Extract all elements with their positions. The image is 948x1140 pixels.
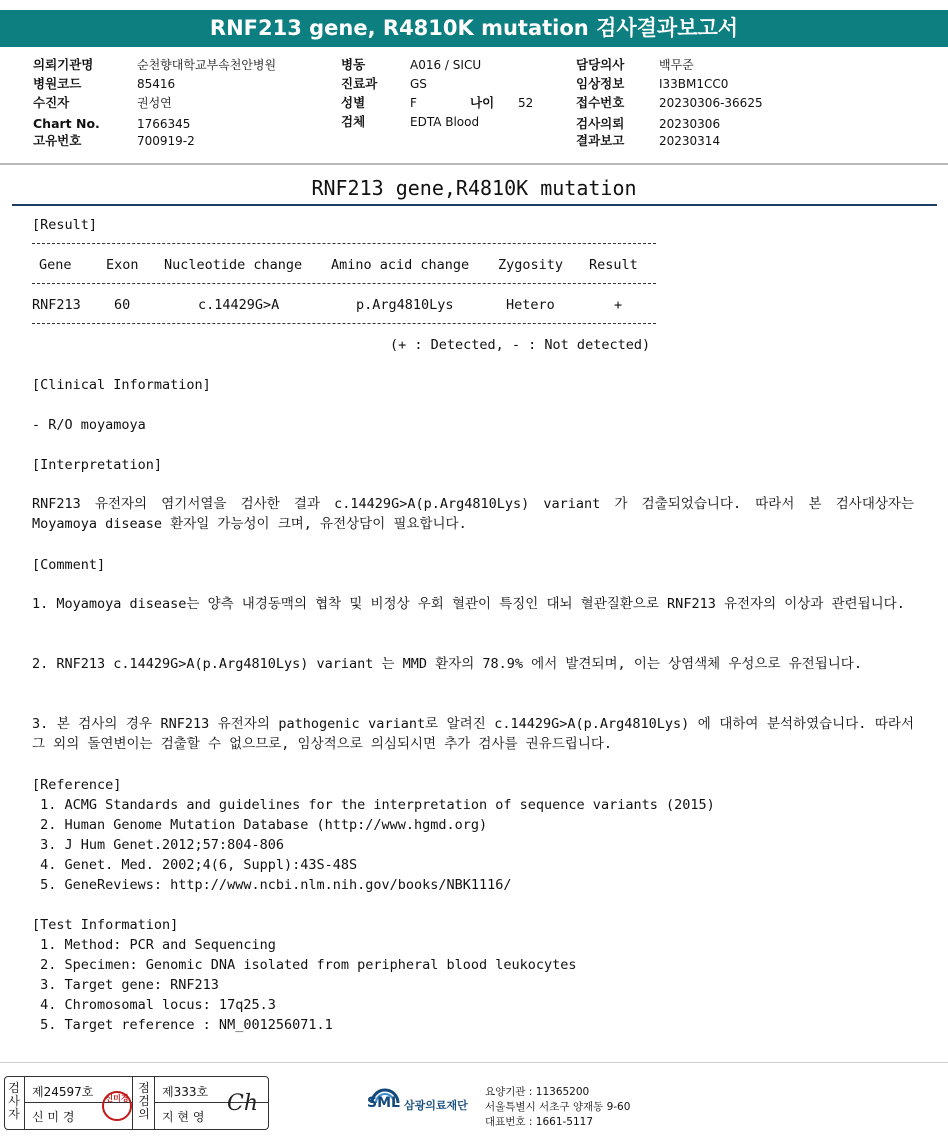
reviewer-signature: Ch: [227, 1091, 259, 1116]
value-chart-no: 1766345: [137, 117, 191, 131]
reviewer-license-no: 제333호: [162, 1085, 209, 1099]
comment-heading: [Comment]: [32, 557, 106, 573]
value-request-date: 20230306: [659, 117, 721, 131]
label-hospital-code: 병원코드: [33, 76, 82, 91]
label-department: 진료과: [341, 76, 378, 91]
comment-item-3: 3. 본 검사의 경우 RNF213 유전자의 pathogenic variant로 알려진 c.14429G>A(p.Arg4810Lys) 에 대하여 분석하였습니다. 따라서 그 외의 돌연변이는 검출할 수 없으므로, 임상적으로 의심되시면 추가 검사를 권유드립니다.: [32, 716, 914, 752]
value-physician: 백무준: [659, 58, 694, 72]
reference-item-1: 1. ACMG Standards and guidelines for the interpretation of sequence variants (2015): [32, 797, 715, 813]
signature-box: [4, 1076, 269, 1130]
cell-amino-acid: p.Arg4810Lys: [356, 297, 454, 313]
document-title: RNF213 gene,R4810K mutation: [311, 176, 637, 200]
test-info-item-1: 1. Method: PCR and Sequencing: [32, 937, 276, 953]
col-header-exon: Exon: [106, 257, 139, 273]
label-clinical-info: 임상정보: [576, 76, 625, 91]
reference-item-3: 3. J Hum Genet.2012;57:804-806: [32, 837, 284, 853]
result-legend: (+ : Detected, - : Not detected): [390, 337, 651, 353]
result-table-bottom-rule: [32, 323, 656, 324]
label-ward: 병동: [341, 57, 366, 72]
examiner-license-no: 제24597호: [32, 1085, 94, 1099]
institution-code: 요양기관 : 11365200: [485, 1086, 590, 1098]
report-banner-title: RNF213 gene, R4810K mutation 검사결과보고서: [0, 10, 948, 47]
col-header-result: Result: [589, 257, 638, 273]
reviewer-label: 점 검 의: [138, 1081, 150, 1121]
reference-item-4: 4. Genet. Med. 2002;4(6, Suppl):43S-48S: [32, 857, 358, 873]
result-table-header-rule: [32, 283, 656, 284]
value-receipt-no: 20230306-36625: [659, 96, 763, 110]
comment-item-1: 1. Moyamoya disease는 양측 내경동맥의 협착 및 비정상 우회 혈관이 특징인 대뇌 혈관질환으로 RNF213 유전자의 이상과 관련됩니다.: [32, 596, 905, 612]
col-header-nucleotide: Nucleotide change: [164, 257, 303, 273]
result-table-top-rule: [32, 243, 656, 244]
reviewer-name: 지 현 영: [162, 1110, 205, 1124]
label-unique-no: 고유번호: [33, 133, 82, 148]
institution-address: 서울특별시 서초구 양재동 9-60: [485, 1101, 631, 1113]
label-requesting-institution: 의뢰기관명: [33, 57, 94, 72]
result-heading: [Result]: [32, 217, 98, 233]
cell-gene: RNF213: [32, 297, 81, 313]
test-info-item-5: 5. Target reference : NM_001256071.1: [32, 1017, 333, 1033]
value-report-date: 20230314: [659, 134, 721, 148]
institution-phone: 대표번호 : 1661-5117: [485, 1116, 594, 1128]
organization-name: 삼광의료재단: [404, 1099, 468, 1112]
examiner-label: 검 사 자: [8, 1081, 20, 1121]
label-sex: 성별: [341, 95, 366, 110]
label-report-date: 결과보고: [576, 133, 625, 148]
clinical-heading: [Clinical Information]: [32, 377, 211, 393]
value-specimen: EDTA Blood: [410, 115, 480, 129]
label-patient: 수진자: [33, 95, 70, 110]
col-header-zygosity: Zygosity: [498, 257, 564, 273]
label-chart-no: Chart No.: [33, 116, 100, 131]
title-rule: [12, 204, 937, 206]
value-clinical-info: I33BM1CC0: [659, 77, 729, 91]
sml-logo-icon: [366, 1083, 404, 1125]
cell-exon: 60: [114, 297, 131, 313]
value-age: 52: [518, 96, 534, 110]
label-physician: 담당의사: [576, 57, 625, 72]
value-unique-no: 700919-2: [137, 134, 195, 148]
label-specimen: 검체: [341, 114, 366, 129]
label-request-date: 검사의뢰: [576, 116, 625, 131]
cell-result: +: [614, 297, 623, 313]
value-requesting-institution: 순천향대학교부속천안병원: [137, 58, 277, 72]
sml-logo-text: SML: [367, 1095, 400, 1111]
test-info-item-4: 4. Chromosomal locus: 17q25.3: [32, 997, 276, 1013]
test-info-item-3: 3. Target gene: RNF213: [32, 977, 219, 993]
test-info-heading: [Test Information]: [32, 917, 179, 933]
col-header-gene: Gene: [39, 257, 72, 273]
header-divider: [0, 163, 948, 165]
examiner-seal: 신미경: [102, 1091, 132, 1121]
examiner-name: 신 미 경: [32, 1110, 75, 1124]
label-receipt-no: 접수번호: [576, 95, 625, 110]
reference-item-2: 2. Human Genome Mutation Database (http://www.hgmd.org): [32, 817, 488, 833]
test-info-item-2: 2. Specimen: Genomic DNA isolated from peripheral blood leukocytes: [32, 957, 577, 973]
reference-heading: [Reference]: [32, 777, 122, 793]
col-header-amino-acid: Amino acid change: [331, 257, 470, 273]
value-department: GS: [410, 77, 427, 91]
cell-zygosity: Hetero: [506, 297, 555, 313]
label-age: 나이: [470, 95, 495, 110]
footer-divider: [0, 1062, 948, 1063]
value-ward: A016 / SICU: [410, 58, 482, 72]
comment-item-2: 2. RNF213 c.14429G>A(p.Arg4810Lys) variant 는 MMD 환자의 78.9% 에서 발견되며, 이는 상염색체 우성으로 유전됩니다.: [32, 656, 862, 672]
interpretation-text: RNF213 유전자의 염기서열을 검사한 결과 c.14429G>A(p.Arg4810Lys) variant 가 검출되었습니다. 따라서 본 검사대상자는 Moyamoya disease 환자일 가능성이 크며, 유전상담이 필요합니다.: [32, 496, 914, 532]
value-hospital-code: 85416: [137, 77, 176, 91]
cell-nucleotide: c.14429G>A: [198, 297, 280, 313]
clinical-text: - R/O moyamoya: [32, 417, 146, 433]
value-sex: F: [410, 96, 417, 110]
reference-item-5: 5. GeneReviews: http://www.ncbi.nlm.nih.gov/books/NBK1116/: [32, 877, 512, 893]
interpretation-heading: [Interpretation]: [32, 457, 163, 473]
value-patient: 권성연: [137, 96, 172, 110]
